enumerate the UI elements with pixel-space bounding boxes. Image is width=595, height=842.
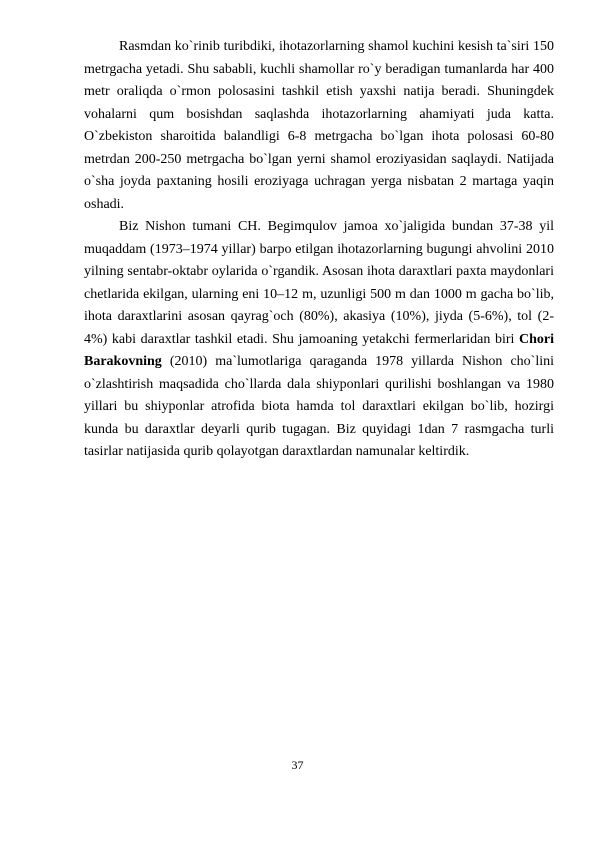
paragraph-2-text-before: Biz Nishon tumani CH. Begimqulov jamoa xo`jaligida bundan 37-38 yil muqaddam (1973–1974 yillar) barpo etilgan ihotazorlarning bugungi ahvolini 2010 yilning sentabr-oktabr oylarida o`rgandik. Asosan ihota daraxtlari paxta maydonlari chetlarida ekilgan, ularning eni 10–12 m, uzunligi 500 m dan 1000 m gacha bo`lib, ihota daraxtlarini asosan qayrag`och (80%), akasiya (10%), jiyda (5-6%), tol (2-4%) kabi daraxtlar tashkil etadi. Shu jamoaning yetakchi fermerlaridan biri <box>84 219 554 347</box>
paragraph-2 <box>84 216 554 464</box>
body-text <box>84 36 554 464</box>
paragraph-2-bold-name: Chori Barakovning <box>84 331 554 369</box>
page-number: 37 <box>291 758 304 772</box>
paragraph-1 <box>84 36 554 216</box>
paragraph-2-text-after: (2010) ma`lumotlariga qaraganda 1978 yillarda Nishon cho`lini o`zlashtirish maqsadida cho`llarda dala shiyponlari qurilishi boshlangan va 1980 yillari bu shiyponlar atrofida biota hamda tol daraxtlari ekilgan bo`lib, hozirgi kunda bu daraxtlar deyarli qurib tugagan. Biz quyidagi 1dan 7 rasmgacha turli tasirlar natijasida qurib qolayotgan daraxtlardan namunalar keltirdik. <box>84 354 554 459</box>
paragraph-1-text: Rasmdan ko`rinib turibdiki, ihotazorlarning shamol kuchini kesish ta`siri 150 metrgacha yetadi. Shu sababli, kuchli shamollar ro`y beradigan tumanlarda har 400 metr oraliqda o`rmon polosasini tashkil etish yaxshi natija beradi. Shuningdek vohalarni qum bosishdan saqlashda ihotazorlarning ahamiyati juda katta. O`zbekiston sharoitida balandligi 6-8 metrgacha bo`lgan ihota polosasi 60-80 metrdan 200-250 metrgacha bo`lgan yerni shamol eroziyasidan saqlaydi. Natijada o`sha joyda paxtaning hosili eroziyaga uchragan yerga nisbatan 2 martaga yaqin oshadi. <box>84 39 554 212</box>
